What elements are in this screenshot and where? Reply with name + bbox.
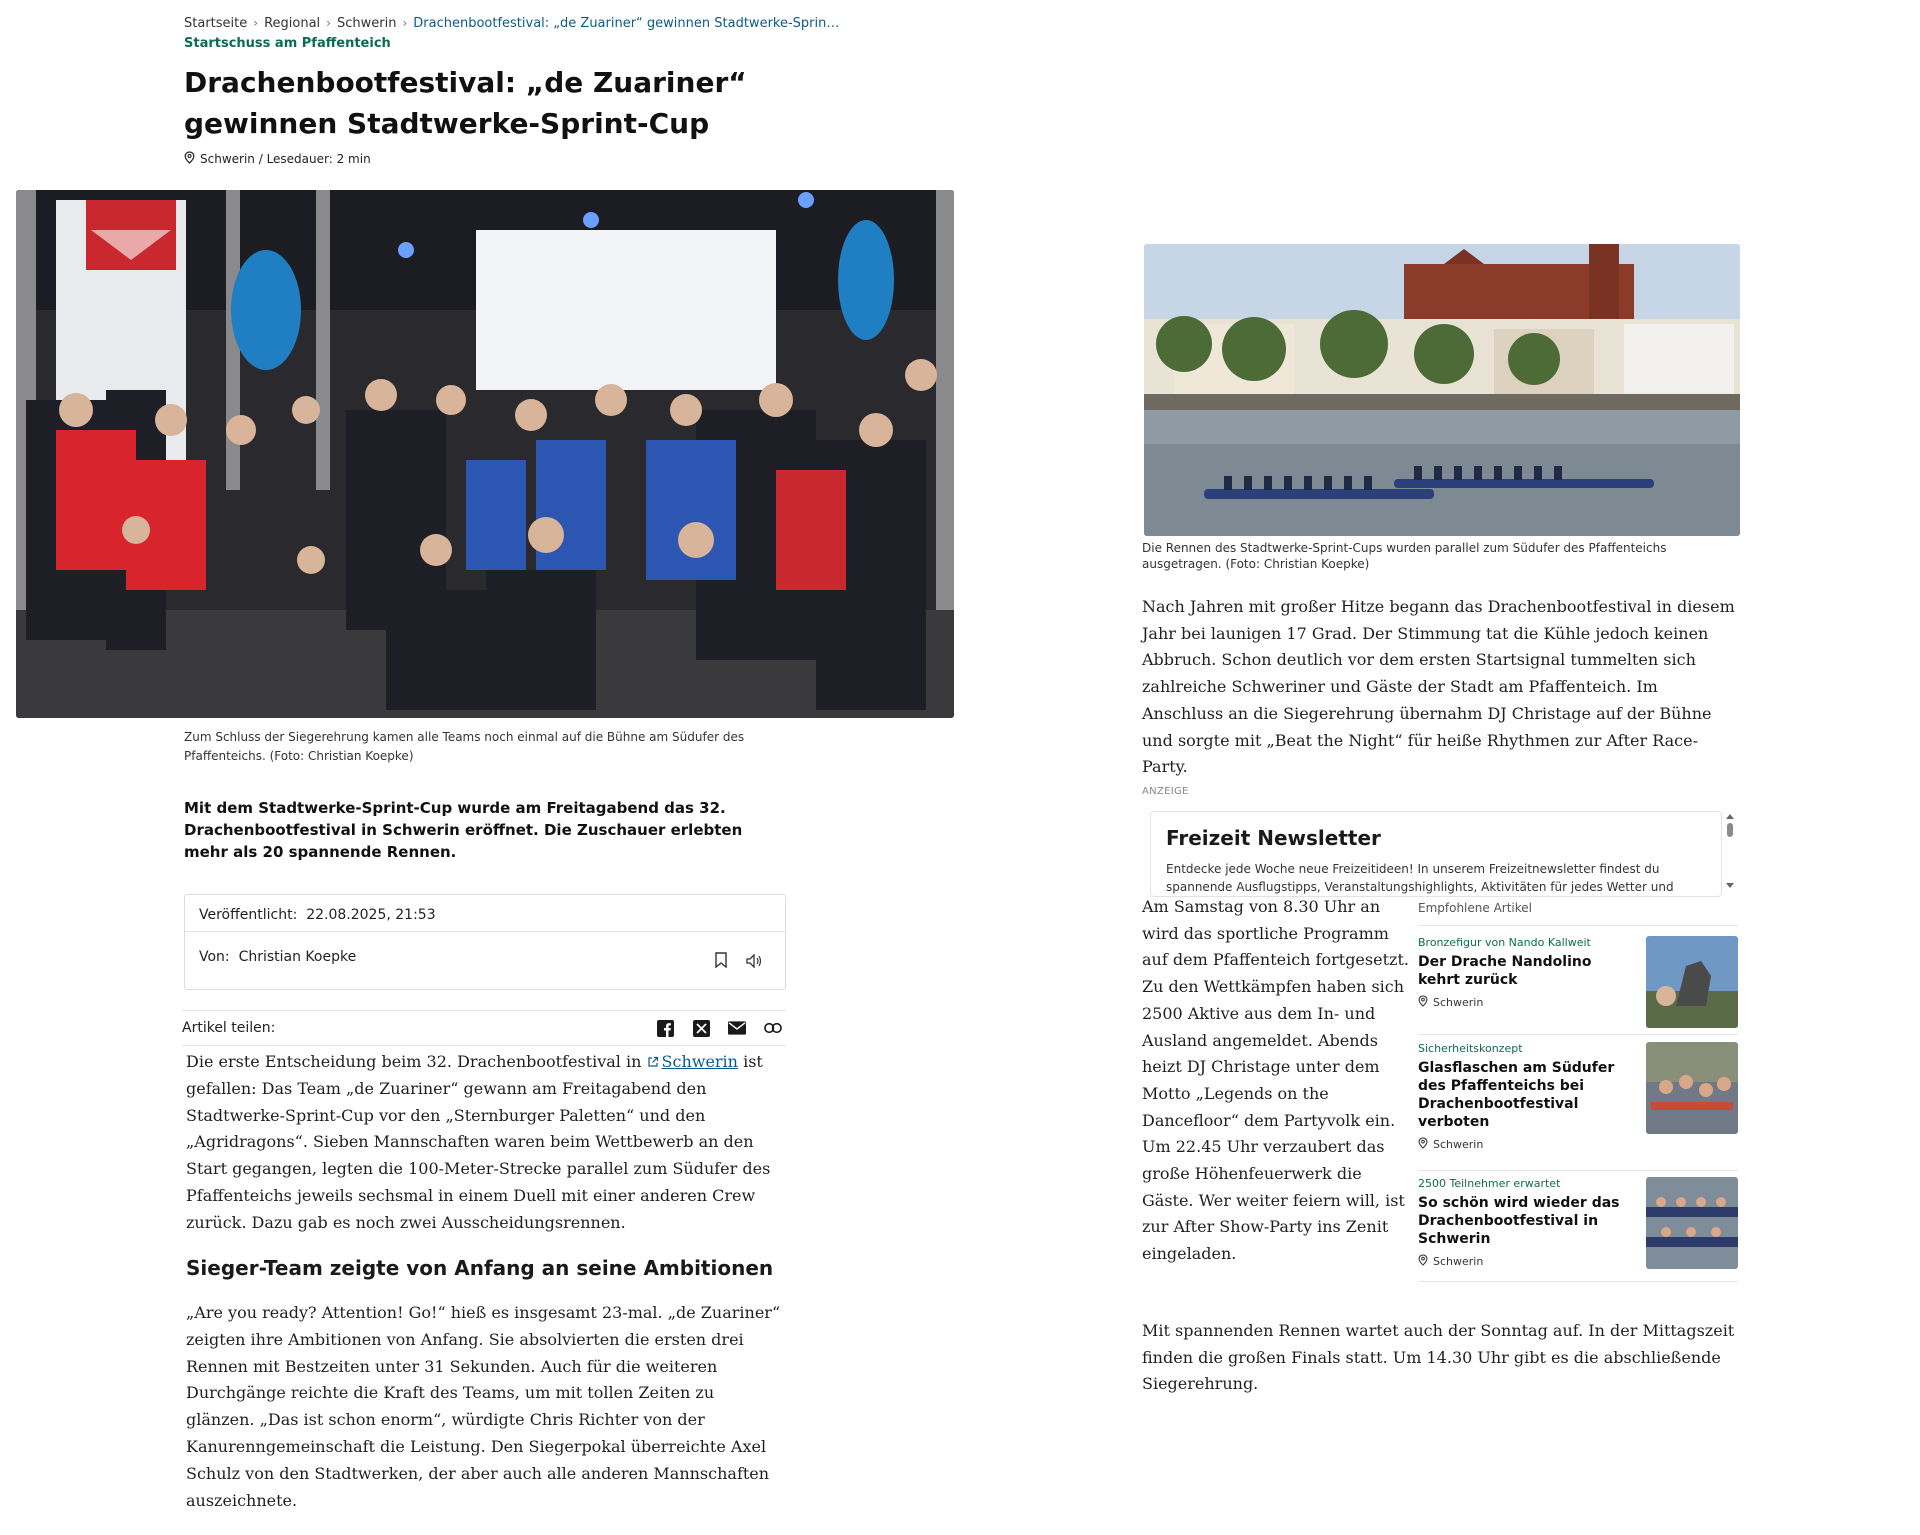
x-icon[interactable] [692,1019,710,1037]
newsletter-ad[interactable] [1150,811,1722,897]
breadcrumb-item-startseite[interactable]: Startseite [184,16,248,31]
article-meta-text: Schwerin / Lesedauer: 2 min [200,152,371,166]
second-article-image[interactable] [1144,244,1740,536]
published-row [199,907,436,923]
recommended-item[interactable] [1418,936,1738,1010]
bookmark-icon[interactable] [714,952,728,972]
newsletter-scrollbar[interactable] [1722,811,1738,895]
location-pin-icon [1418,1254,1428,1269]
link-icon[interactable] [764,1019,782,1037]
article-info-box [184,894,786,990]
newsletter-text: Entdecke jede Woche neue Freizeitideen! In unserem Freizeitnewsletter findest du spannende Ausflugstipps, Veranstaltungshighlights, Aktivitäten für jedes Wetter und [1166,862,1674,894]
article-paragraph-2: „Are you ready? Attention! Go!“ hieß es insgesamt 23-mal. „de Zuariner“ zeigten ihre Ambitionen von Anfang. Sie absolvierten die ersten drei Rennen mit Bestzeiten unter 31 Sekunden. Auch für die weiteren Durchgänge reichte die Kraft des Teams, um mit tollen Zeiten zu glänzen. „Das ist schon enorm“, würdigte Chris Richter von der Kanurenngemeinschaft die Leistung. Den Siegerpokal überreichte Axel Schulz von den Stadtwerken, der aber auch alle anderen Mannschaften auszeichnete. [186,1303,781,1510]
dragonboat-photo-illustration [1144,244,1740,536]
author-label: Von: [199,949,230,965]
article-paragraph-4: Am Samstag von 8.30 Uhr an wird das sportliche Programm auf dem Pfaffenteich fortgesetzt. Zu den Wettkämpfen haben sich 2500 Aktive aus dem In- und Ausland angemeldet. Abends heizt DJ Christage unter dem Motto „Legends on the Dancefloor“ dem Partyvolk ein. Um 22.45 Uhr verzaubert das große Höhenfeuerwerk die Gäste. Wer weiter feiern will, ist zur After Show-Party ins Zenit eingeladen. [1142,897,1409,1264]
divider [1418,1281,1738,1282]
article-paragraph-3: Nach Jahren mit großer Hitze begann das Drachenbootfestival in diesem Jahr bei launigen 17 Grad. Der Stimmung tat die Kühle jedoch keinen Abbruch. Schon deutlich vor dem ersten Startsignal tummelten sich zahlreiche Schweriner und Gäste der Stadt am Pfaffenteich. Im Anschluss an die Siegerehrung übernahm DJ Christage auf der Bühne und sorgte mit „Beat the Night“ für heiße Rhythmen zur After Race-Party. [1142,597,1735,777]
schwerin-link[interactable]: Schwerin [661,1052,738,1071]
ad-label: ANZEIGE [1142,786,1189,797]
recommended-kicker: 2500 Teilnehmer erwartet [1418,1177,1561,1190]
recommended-thumbnail[interactable] [1646,1042,1738,1134]
main-image-caption: Zum Schluss der Siegerehrung kamen alle Teams noch einmal auf die Bühne am Südufer des Pfaffenteichs. (Foto: Christian Koepke) [184,730,745,763]
breadcrumb-item-regional[interactable]: Regional [264,16,321,31]
author-row [199,949,356,965]
article-lead: Mit dem Stadtwerke-Sprint-Cup wurde am Freitagabend das 32. Drachenbootfestival in Schwerin eröffnet. Die Zuschauer erlebten mehr als 20 spannende Rennen. [184,799,743,861]
share-label: Artikel teilen: [182,1020,276,1036]
main-article-image[interactable] [16,190,954,718]
speaker-icon[interactable] [746,953,764,972]
breadcrumb-item-schwerin[interactable]: Schwerin [336,16,397,31]
location-text: Schwerin [1433,996,1484,1009]
article-paragraph-1 [186,1049,786,1237]
chevron-right-icon: › [326,16,331,30]
chevron-right-icon: › [402,16,408,30]
breadcrumb [184,16,839,31]
newsletter-title: Freizeit Newsletter [1166,826,1381,850]
published-label: Veröffentlicht: [199,907,298,923]
location-pin-icon [1418,1137,1428,1152]
page-title: Drachenbootfestival: „de Zuariner“ gewinnen Stadtwerke-Sprint-Cup [184,66,747,140]
recommended-title[interactable]: Glasflaschen am Südufer des Pfaffenteichs bei Drachenbootfestival verboten [1418,1060,1615,1130]
paragraph-text: Die erste Entscheidung beim 32. Drachenbootfestival in [186,1052,647,1071]
team-photo-illustration [16,190,954,718]
recommended-location [1418,1137,1738,1152]
recommended-kicker: Sicherheitskonzept [1418,1042,1523,1055]
share-bar [182,1010,786,1046]
divider [185,931,785,932]
published-date: 22.08.2025, 21:53 [306,907,436,923]
article-paragraph-5: Mit spannenden Rennen wartet auch der Sonntag auf. In der Mittagszeit finden die großen Finals statt. Um 14.30 Uhr gibt es die abschließende Siegerehrung. [1142,1321,1735,1394]
location-pin-icon [1418,995,1428,1010]
chevron-right-icon: › [253,16,259,30]
article-meta [184,151,371,167]
article-subheading: Sieger-Team zeigte von Anfang an seine Ambitionen [186,1256,774,1280]
recommended-title[interactable]: Der Drache Nandolino kehrt zurück [1418,954,1592,988]
facebook-icon[interactable] [656,1019,674,1037]
recommended-heading: Empfohlene Artikel [1418,901,1532,915]
second-image-caption: Die Rennen des Stadtwerke-Sprint-Cups wurden parallel zum Südufer des Pfaffenteichs ausgetragen. (Foto: Christian Koepke) [1142,541,1667,571]
location-pin-icon [184,151,195,167]
author-name: Christian Koepke [238,949,357,965]
divider [1418,1034,1738,1035]
recommended-item[interactable] [1418,1042,1738,1152]
recommended-kicker: Bronzefigur von Nando Kallweit [1418,936,1591,949]
recommended-thumbnail[interactable] [1646,936,1738,1028]
recommended-thumbnail[interactable] [1646,1177,1738,1269]
divider [1418,925,1738,926]
recommended-title[interactable]: So schön wird wieder das Drachenbootfestival in Schwerin [1418,1195,1620,1247]
location-text: Schwerin [1433,1138,1484,1151]
location-text: Schwerin [1433,1255,1484,1268]
divider [1418,1170,1738,1171]
mail-icon[interactable] [728,1019,746,1037]
paragraph-text: ist gefallen: Das Team „de Zuariner“ gewann am Freitagabend den Stadtwerke-Sprint-Cup vor den „Sternburger Paletten“ und den „Agridragons“. Sieben Mannschaften waren beim Wettbewerb an den Start gegangen, legten die 100-Meter-Strecke parallel zum Südufer des Pfaffenteichs jeweils sechsmal in einem Duell mit einer anderen Crew zurück. Dazu gab es noch zwei Ausscheidungsrennen. [186,1052,771,1232]
article-kicker: Startschuss am Pfaffenteich [184,36,391,51]
recommended-item[interactable] [1418,1177,1738,1269]
external-link-icon [647,1052,662,1071]
breadcrumb-current[interactable]: Drachenbootfestival: „de Zuariner“ gewinnen Stadtwerke-Sprin… [413,16,840,31]
